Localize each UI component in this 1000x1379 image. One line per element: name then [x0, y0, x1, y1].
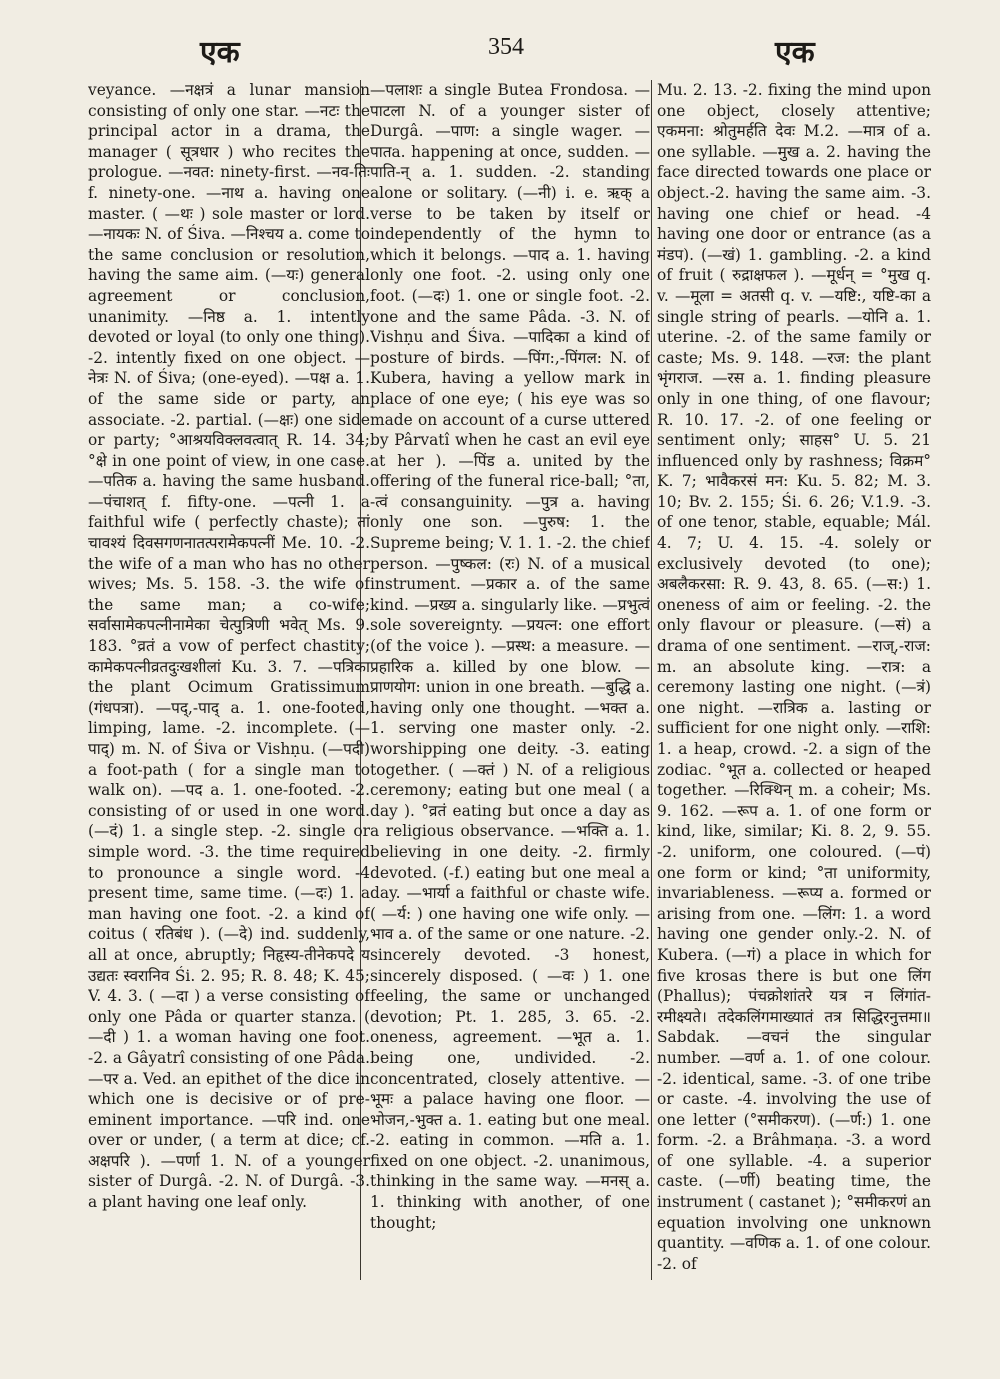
dictionary-column-1	[88, 80, 370, 1280]
column-text: Mu. 2. 13. -2. fixing the mind upon one object, closely attentive; एकमना: श्रोतुमर्हति देवः M.2. —मात्र of a. one syllable. —मुख a. 2. having the face directed towards one place or object.-2. having the same aim. -3. having one chief or head. -4 having one door or entrance (as a मंडप). (—खं) 1. gambling. -2. a kind of fruit ( रुद्राक्षफल ). —मूर्धन् = °मुख q. v. —मूला = अतसी q. v. —यष्टि:, यष्टि-का a single string of pearls. —योनि a. 1. uterine. -2. of the same family or caste; Ms. 9. 148. —रज: the plant भृंगराज. —रस a. 1. finding pleasure only in one thing, of one flavour; R. 10. 17. -2. of one feeling or sentiment only; साहस° U. 5. 21 influenced only by rashness; विक्रम° K. 7; भावैकरसं मन: Ku. 5. 82; M. 3. 10; Bv. 2. 155; Śi. 6. 26; V.1.9. -3. of one tenor, stable, equable; Mál. 4. 7; U. 4. 15. -4. solely or exclusively devoted (to one); अबलैकरसा: R. 9. 43, 8. 65. (—स:) 1. oneness of aim or feeling. -2. the only flavour or pleasure. (—सं) a drama of one sentiment. —राज्,-राज: m. an absolute king. —रात्र: a ceremony lasting one night. (—त्रं) one night. —रात्रिक a. lasting or sufficient for one night only. —राशि: 1. a heap, crowd. -2. a sign of the zodiac. °भूत a. collected or heaped together. —रिक्थिन् m. a coheir; Ms. 9. 162. —रूप a. 1. of one form or kind, like, similar; Ki. 8. 2, 9. 55. -2. uniform, one coloured. (—पं) one form or kind; °ता uniformity, invariableness. —रूप्य a. formed or arising from one. —लिंग: 1. a word having one gender only.-2. N. of Kubera. (—गं) a place in which for five krosas there is but one लिंग (Phallus); पंचक्रोशांतरे यत्र न लिंगांत-रमीक्ष्यते। तदेकलिंगमाख्यातं तत्र सिद्धिरनुत्तमा॥ Sabdak. —वचनं the singular number. —वर्ण a. 1. of one colour. -2. identical, same. -3. of one tribe or caste. -4. involving the use of one letter (°समीकरण). (—र्ण:) 1. one form. -2. a Brâhmaṇa. -3. a word of one syllable. -4. a superior caste. (—र्णी) beating time, the instrument ( castanet ); °समीकरणं an equation involving one unknown quantity. —वणिक a. 1. of one colour. -2. of	[657, 81, 931, 1273]
right-running-headword: एक	[775, 35, 815, 70]
column-text: —पलाशः a single Butea Frondosa. —पाटला N. of a younger sister of Durgâ. —पाण: a single wager. —पातa. happening at once, sudden. —पाति-न् a. 1. sudden. -2. standing alone or solitary. (—नी) i. e. ऋक् a verse to be taken by itself or independently of the hymn to which it belongs. —पाद a. 1. having only one foot. -2. using only one foot. (—दः) 1. one or single foot. -2. one and the same Pâda. -3. N. of Vishṇu and Śiva. —पादिका a kind of posture of birds. —पिंग:,-पिंगल: N. of Kubera, having a yellow mark in place of one eye; ( his eye was so made on account of a curse uttered by Pârvatî when he cast an evil eye at her ). —पिंड a. united by the offering of the funeral rice-ball; °ता, -त्वं consanguinity. —पुत्र a. having only one son. —पुरुष: 1. the Supreme being; V. 1. 1. -2. the chief person. —पुष्कल: (रः) N. of a musical instrument. —प्रकार a. of the same kind. —प्रख्य a. singularly like. —प्रभुत्वं sole sovereignty. —प्रयत्न: one effort (of the voice ). —प्रस्थ: a measure. —प्रहारिक a. killed by one blow. —प्राणयोग: union in one breath. —बुद्धि a. having only one thought. —भक्त a. 1. serving one master only. -2. worshipping one deity. -3. eating together. ( —क्तं ) N. of a religious ceremony; eating but one meal ( a day ). °व्रतं eating but once a day as a religious observance. —भक्ति a. 1. believing in one deity. -2. firmly devoted. (-f.) eating but one meal a day. —भार्या a faithful or chaste wife. ( —र्य: ) one having one wife only. —भाव a. of the same or one nature. -2. sincerely devoted. -3 honest, sincerely disposed. ( —वः ) 1. one feeling, the same or unchanged devotion; Pt. 1. 285, 3. 65. -2. oneness, agreement. —भूत a. 1. being one, undivided. -2. concentrated, closely attentive. —भूमः a palace having one floor. —भोजन,-भुक्त a. 1. eating but one meal. -2. eating in common. —मति a. 1. fixed on one object. -2. unanimous, thinking in the same way. —मनस् a. 1. thinking with another, of one thought;	[370, 81, 650, 1232]
left-running-headword: एक	[200, 35, 240, 70]
column-divider	[651, 80, 652, 1280]
dictionary-column-3	[657, 80, 931, 1280]
page-number: 354	[488, 34, 524, 60]
column-text: veyance. —नक्षत्रं a lunar mansion consisting of only one star. —नटः the principal actor in a drama, the manager ( सूत्रधार ) who recites the prologue. —नवत: ninety-first. —नव-तिः f. ninety-one. —नाथ a. having one master. ( —थः ) sole master or lord. —नायकः N. of Śiva. —निश्चय a. come to the same conclusion or resolution, having the same aim. (—यः) general agreement or conclusion, unanimity. —निष्ठ a. 1. intently devoted or loyal (to only one thing). -2. intently fixed on one object. —नेत्रः N. of Śiva; (one-eyed). —पक्ष a. 1. of the same side or party, an associate. -2. partial. (—क्षः) one side or party; °आश्रयविक्लवत्वात् R. 14. 34; °क्षे in one point of view, in one case. —पतिक a. having the same husband. —पंचाशत् f. fifty-one. —पत्नी 1. a faithful wife ( perfectly chaste); तां चावश्यं दिवसगणनातत्परामेकपत्नीं Me. 10. -2. the wife of a man who has no other wives; Ms. 5. 158. -3. the wife of the same man; a co-wife; सर्वासामेकपत्नीनामेका चेत्पुत्रिणी भवेत् Ms. 9. 183. °व्रतं a vow of perfect chastity; कामेकपत्नीव्रतदुःखशीलां Ku. 3. 7. —पत्रिका the plant Ocimum Gratissimum (गंधपत्रा). —पद्,-पाद् a. 1. one-footed, limping, lame. -2. incomplete. (—पाद्) m. N. of Śiva or Vishṇu. (—पदी) a foot-path ( for a single man to walk on). —पद a. 1. one-footed. -2. consisting of or used in one word. (—दं) 1. a single step. -2. single or simple word. -3. the time required to pronounce a single word. -4 present time, same time. (—दः) 1. a man having one foot. -2. a kind of coitus ( रतिबंध ). (—दे) ind. suddenly, all at once, abruptly; निहृस्य-तीनेकपदे य उद्यतः स्वरानिव Śi. 2. 95; R. 8. 48; K. 45; V. 4. 3. ( —दा ) a verse consisting of only one Pâda or quarter stanza. ( —दी ) 1. a woman having one foot. -2. a Gâyatrî consisting of one Pâda. —पर a. Ved. an epithet of the dice in which one is decisive or of pre-eminent importance. —परि ind. one over or under, ( a term at dice; cf. अक्षपरि ). —पर्णा 1. N. of a younger sister of Durgâ. -2. N. of Durgâ. -3. a plant having one leaf only.	[88, 81, 370, 1212]
page-header	[0, 30, 1000, 70]
dictionary-column-2	[370, 80, 650, 1280]
